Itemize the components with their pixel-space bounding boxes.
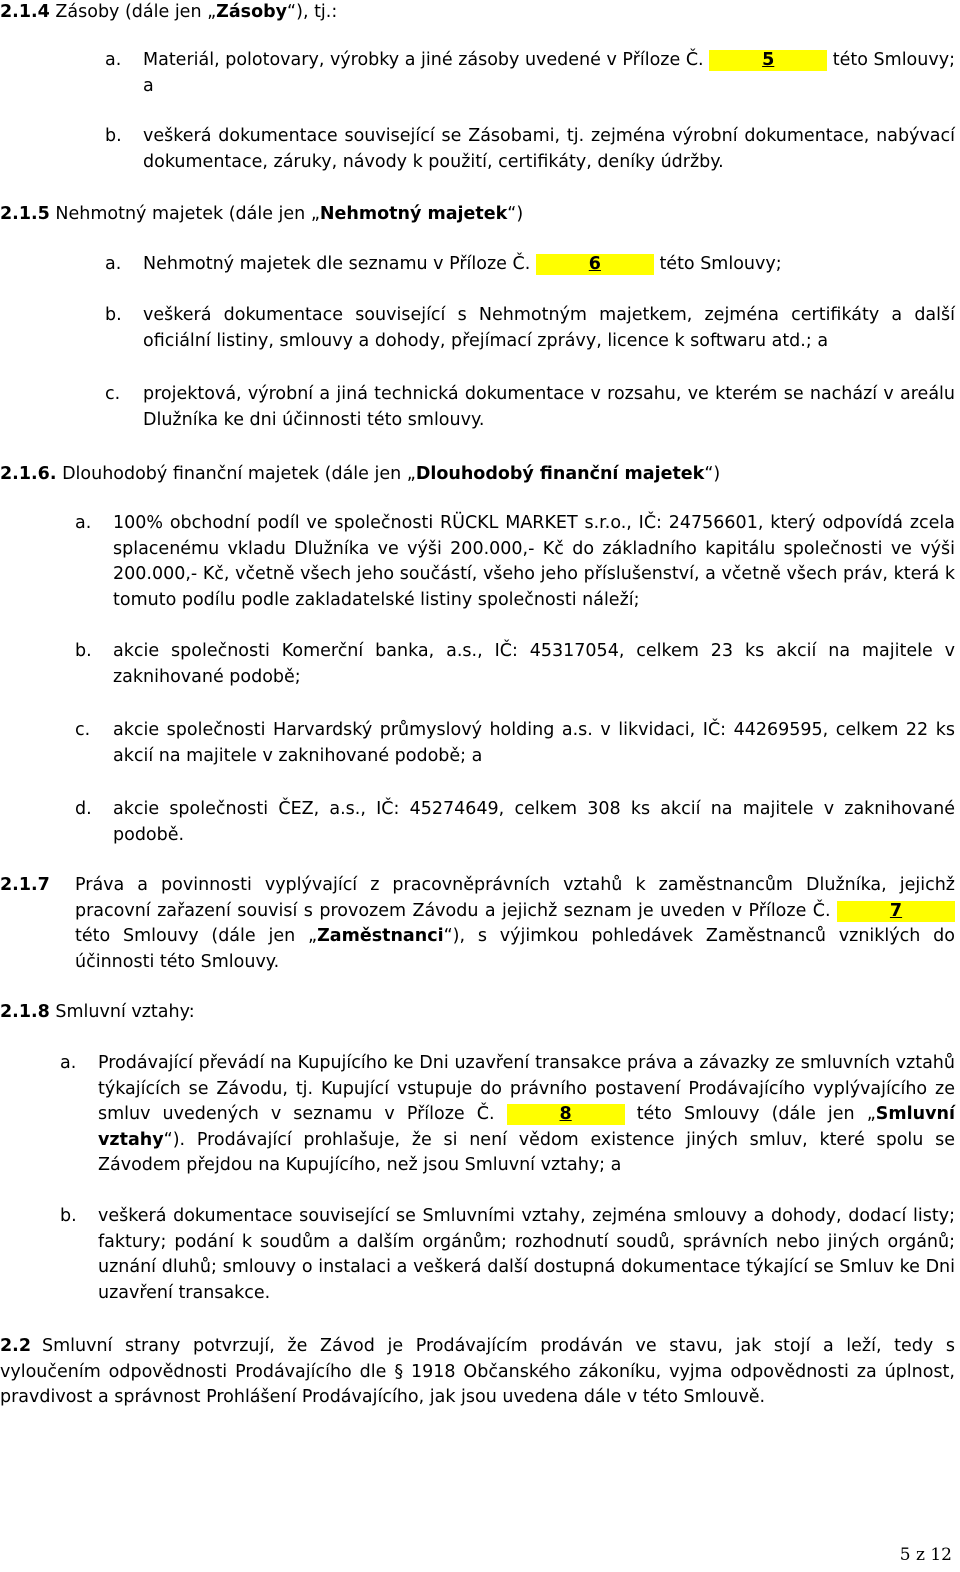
defined-term: Smluvní vztahy xyxy=(98,1104,955,1150)
list-label: c. xyxy=(105,384,121,404)
body-text: Práva a povinnosti vyplývající z pracovněprávních vztahů k zaměstnancům Dlužníka, jejichž pracovní zařazení souvisí s provozem Závodu a jejichž seznam je uveden v Příloze Č. xyxy=(75,875,955,921)
heading-text: Dlouhodobý finanční majetek (dále jen „ xyxy=(62,464,416,484)
appendix-number-highlight: 7 xyxy=(837,901,955,922)
section-number: 2.2 xyxy=(0,1336,32,1356)
appendix-number-highlight: 8 xyxy=(507,1104,625,1125)
defined-term: Dlouhodobý finanční majetek xyxy=(415,464,705,484)
section-number: 2.1.5 xyxy=(0,204,50,224)
item-text: Prodávající převádí na Kupujícího ke Dni uzavření transakce práva a závazky ze smluvních vztahů týkajících se Závodu, tj. Kupující vstupuje do právního postavení Prodávajícího vyplývajícího ze smluv uvedených v seznamu v Příloze Č. xyxy=(98,1053,955,1124)
list-label: b. xyxy=(60,1206,77,1226)
item-text: 100% obchodní podíl ve společnosti RÜCKL MARKET s.r.o., IČ: 24756601, který odpovídá zcela splacenému vkladu Dlužníka ve výši 200.000,- Kč do základního kapitálu společnosti ve výši 200.000,- Kč, včetně všech jeho součástí, všeho jeho příslušenství, a včetně všech práv, která k tomuto podílu podle zakladatelské listiny společnosti náleží; xyxy=(113,513,955,610)
item-text: “). Prodávající prohlašuje, že si není vědom existence jiných smluv, které spolu se Závodem přejdou na Kupujícího, než jsou Smluvní vztahy; a xyxy=(98,1129,955,1175)
section-2-1-5-heading xyxy=(0,202,700,228)
item-text: veškerá dokumentace související se Zásobami, tj. zejména výrobní dokumentace, nabývací dokumentace, záruky, návody k použití, certifikáty, deníky údržby. xyxy=(143,126,955,172)
section-number: 2.1.6. xyxy=(0,464,57,484)
heading-text: Zásoby (dále jen „ xyxy=(55,2,217,22)
list-item-2-1-6-c xyxy=(113,718,955,769)
heading-text: “) xyxy=(507,204,524,224)
section-2-1-6-heading xyxy=(0,462,880,488)
body-text: Smluvní strany potvrzují, že Závod je Prodávajícím prodáván ve stavu, jak stojí a leží, tedy s vyloučením odpovědnosti Prodávajícího dle § 1918 Občanského zákoníku, vyjma odpovědnosti za úplnost, pravdivost a správnost Prohlášení Prodávajícího, jak jsou uvedena dále v této Smlouvě. xyxy=(0,1336,955,1407)
item-text: veškerá dokumentace související se Smluvními vztahy, zejména smlouvy a dohody, dodací listy; faktury; podání k soudům a dalším orgánům; rozhodnutí soudů, správních nebo jiných orgánů; uznání dluhů; smlouvy o instalaci a veškerá další dostupná dokumentace týkající se Smluv ke Dni uzavření transakce. xyxy=(98,1206,955,1303)
item-text: veškerá dokumentace související s Nehmotným majetkem, zejména certifikáty a další oficiální listiny, smlouvy a dohody, přejímací zprávy, licence k softwaru atd.; a xyxy=(143,305,955,351)
appendix-number-highlight: 5 xyxy=(709,50,827,71)
item-text: projektová, výrobní a jiná technická dokumentace v rozsahu, ve kterém se nachází v areálu Dlužníka ke dni účinnosti této smlouvy. xyxy=(143,384,955,430)
section-number: 2.1.8 xyxy=(0,1002,50,1022)
list-label: c. xyxy=(75,720,91,740)
body-text: této Smlouvy (dále jen „ xyxy=(75,926,318,946)
section-2-1-4-heading xyxy=(0,0,700,26)
list-label: b. xyxy=(105,126,122,146)
list-item-2-1-8-b xyxy=(98,1204,955,1306)
section-2-1-7-body xyxy=(75,873,955,975)
heading-text: “), tj.: xyxy=(287,2,338,22)
list-label: d. xyxy=(75,799,92,819)
list-item-2-1-6-b xyxy=(113,639,955,690)
appendix-number-highlight: 6 xyxy=(536,254,654,275)
defined-term: Zaměstnanci xyxy=(317,926,444,946)
item-text: akcie společnosti Komerční banka, a.s., IČ: 45317054, celkem 23 ks akcií na majitele v zaknihované podobě; xyxy=(113,641,955,687)
section-number: 2.1.4 xyxy=(0,2,50,22)
list-item-2-1-6-d xyxy=(113,797,955,848)
list-label: b. xyxy=(105,305,122,325)
list-label: a. xyxy=(105,50,122,70)
list-item-2-1-4-a xyxy=(143,48,955,99)
list-item-2-1-5-c xyxy=(143,382,955,433)
item-text: této Smlouvy; xyxy=(659,254,782,274)
defined-term: Zásoby xyxy=(216,2,288,22)
item-text: této Smlouvy; a xyxy=(143,50,955,96)
item-text: akcie společnosti Harvardský průmyslový holding a.s. v likvidaci, IČ: 44269595, celkem 22 ks akcií na majitele v zaknihované podobě; a xyxy=(113,720,955,766)
section-number: 2.1.7 xyxy=(0,875,50,895)
section-2-2-body xyxy=(0,1334,955,1411)
item-text: Nehmotný majetek dle seznamu v Příloze Č. xyxy=(143,254,531,274)
list-item-2-1-5-a xyxy=(143,252,955,278)
list-item-2-1-6-a xyxy=(113,511,955,613)
item-text: akcie společnosti ČEZ, a.s., IČ: 45274649, celkem 308 ks akcií na majitele v zaknihované podobě. xyxy=(113,799,955,845)
heading-text: Smluvní vztahy: xyxy=(55,1002,195,1022)
page-number: 5 z 12 xyxy=(899,1545,952,1565)
heading-text: “) xyxy=(704,464,721,484)
body-text: “), s výjimkou pohledávek Zaměstnanců vzniklých do účinnosti této Smlouvy. xyxy=(75,926,955,972)
list-label: a. xyxy=(105,254,122,274)
heading-text: Nehmotný majetek (dále jen „ xyxy=(55,204,320,224)
list-item-2-1-8-a xyxy=(98,1051,955,1179)
section-2-1-8-heading xyxy=(0,1000,700,1026)
list-label: a. xyxy=(60,1053,77,1073)
list-item-2-1-5-b xyxy=(143,303,955,354)
defined-term: Nehmotný majetek xyxy=(319,204,508,224)
item-text: této Smlouvy (dále jen „ xyxy=(636,1104,876,1124)
item-text: Materiál, polotovary, výrobky a jiné zásoby uvedené v Příloze Č. xyxy=(143,50,704,70)
list-label: b. xyxy=(75,641,92,661)
list-item-2-1-4-b xyxy=(143,124,955,175)
list-label: a. xyxy=(75,513,92,533)
